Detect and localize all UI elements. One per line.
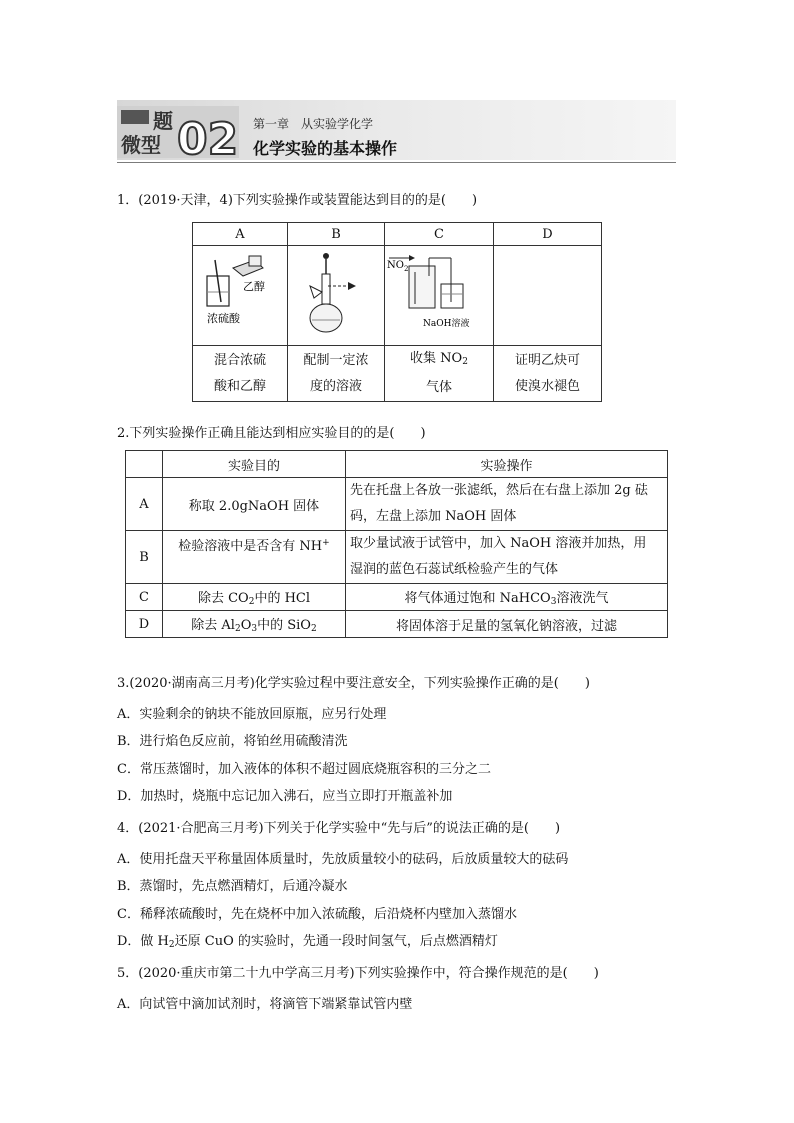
q2-row-c-operation: 将气体通过饱和 NaHCO$_3$溶液洗气 [346, 584, 668, 611]
no2-label: $NO_2$ [387, 260, 409, 273]
q2-row-a-purpose: 称取 2.0gNaOH 固体 [163, 478, 346, 531]
q2-row-b-purpose: 检验溶液中是否含有 NH+ [163, 531, 346, 584]
q2-row-c-label: C [126, 584, 163, 611]
section-title: 化学实验的基本操作 [253, 139, 398, 158]
q2-row-d-label: D [126, 611, 163, 638]
q4-option-b: B．蒸馏时，先点燃酒精灯，后通冷凝水 [117, 879, 348, 894]
q1-col-c: C [385, 223, 494, 246]
q5-option-a: A．向试管中滴加试剂时，将滴管下端紧靠试管内壁 [117, 997, 413, 1012]
q1-figure-a [193, 246, 288, 346]
q1-figure-c [385, 246, 494, 346]
q2-row-b-operation: 取少量试液于试管中，加入 NaOH 溶液并加热，用 湿润的蓝色石蕊试纸检验产生的气体 [346, 531, 668, 584]
naoh-solution-label: NaOH溶液 [423, 319, 470, 329]
q4-option-a: A．使用托盘天平称量固体质量时，先放质量较小的砝码，后放质量较大的砝码 [117, 852, 569, 867]
q3-option-d: D．加热时，烧瓶中忘记加入沸石，应当立即打开瓶盖补加 [117, 789, 453, 804]
svg-text:02: 02 [177, 114, 239, 158]
q3-option-c: C．常压蒸馏时，加入液体的体积不超过圆底烧瓶容积的三分之二 [117, 762, 491, 777]
chapter-label: 第一章 从实验学化学 [253, 117, 374, 131]
q3-stem: 3.(2020·湖南高三月考)化学实验过程中要注意安全，下列实验操作正确的是( ) [117, 676, 590, 691]
q2-row-d-purpose: 除去 $Al_2O_3$中的 SiO$_2$ [163, 611, 346, 638]
q2-row-b-label: B [126, 531, 163, 584]
q3-option-a: A．实验剩余的钠块不能放回原瓶，应另行处理 [117, 707, 387, 722]
q2-stem: 2.下列实验操作正确且能达到相应实验目的的是( ) [117, 426, 426, 441]
q5-stem: 5．(2020·重庆市第二十九中学高三月考)下列实验操作中，符合操作规范的是( ) [117, 966, 599, 981]
q2-corner-cell [126, 451, 163, 478]
q1-table [192, 222, 602, 402]
q2-head-operation: 实验操作 [346, 451, 668, 478]
section-logo [117, 106, 239, 158]
q2-row-a-label: A [126, 478, 163, 531]
q1-figure-b [288, 246, 385, 346]
gas-collection-figure [385, 246, 493, 341]
q1-col-d: D [494, 223, 602, 246]
q2-row-d-operation: 将固体溶于足量的氢氧化钠溶液，过滤 [346, 611, 668, 638]
q1-col-b: B [288, 223, 385, 246]
q2-row-a-operation: 先在托盘上各放一张滤纸，然后在右盘上添加 2g 砝 码，左盘上添加 NaOH 固体 [346, 478, 668, 531]
ethanol-label: 乙醇 [243, 280, 265, 293]
q1-stem: 1．(2019·天津，4)下列实验操作或装置能达到目的的是( ) [117, 193, 478, 208]
q4-option-c: C．稀释浓硫酸时，先在烧杯中加入浓硫酸，后沿烧杯内壁加入蒸馏水 [117, 907, 517, 922]
q1-caption-d: 证明乙炔可 使溴水褪色 [494, 346, 602, 402]
q3-option-b: B．进行焰色反应前，将铂丝用硫酸清洗 [117, 734, 348, 749]
q4-stem: 4．(2021·合肥高三月考)下列关于化学实验中“先与后”的说法正确的是( ) [117, 821, 561, 836]
q4-option-d: D．做 $H_2$还原 CuO 的实验时，先通一段时间氢气，后点燃酒精灯 [117, 934, 498, 950]
q2-row-c-purpose: 除去 $CO_2$中的 HCl [163, 584, 346, 611]
q1-col-a: A [193, 223, 288, 246]
sulfuric-acid-label: 浓硫酸 [207, 312, 240, 325]
q2-head-purpose: 实验目的 [163, 451, 346, 478]
volumetric-flask-figure [288, 246, 384, 341]
q1-figure-d [494, 246, 602, 346]
q1-caption-c: 收集 $NO_2$ 气体 [385, 346, 494, 402]
svg-text:题: 题 [153, 109, 173, 133]
header-divider [117, 162, 676, 163]
mixing-apparatus-figure [193, 246, 287, 341]
q1-caption-a: 混合浓硫 酸和乙醇 [193, 346, 288, 402]
q2-table [125, 450, 668, 638]
q1-caption-b: 配制一定浓 度的溶液 [288, 346, 385, 402]
svg-text:微型: 微型 [121, 133, 161, 157]
